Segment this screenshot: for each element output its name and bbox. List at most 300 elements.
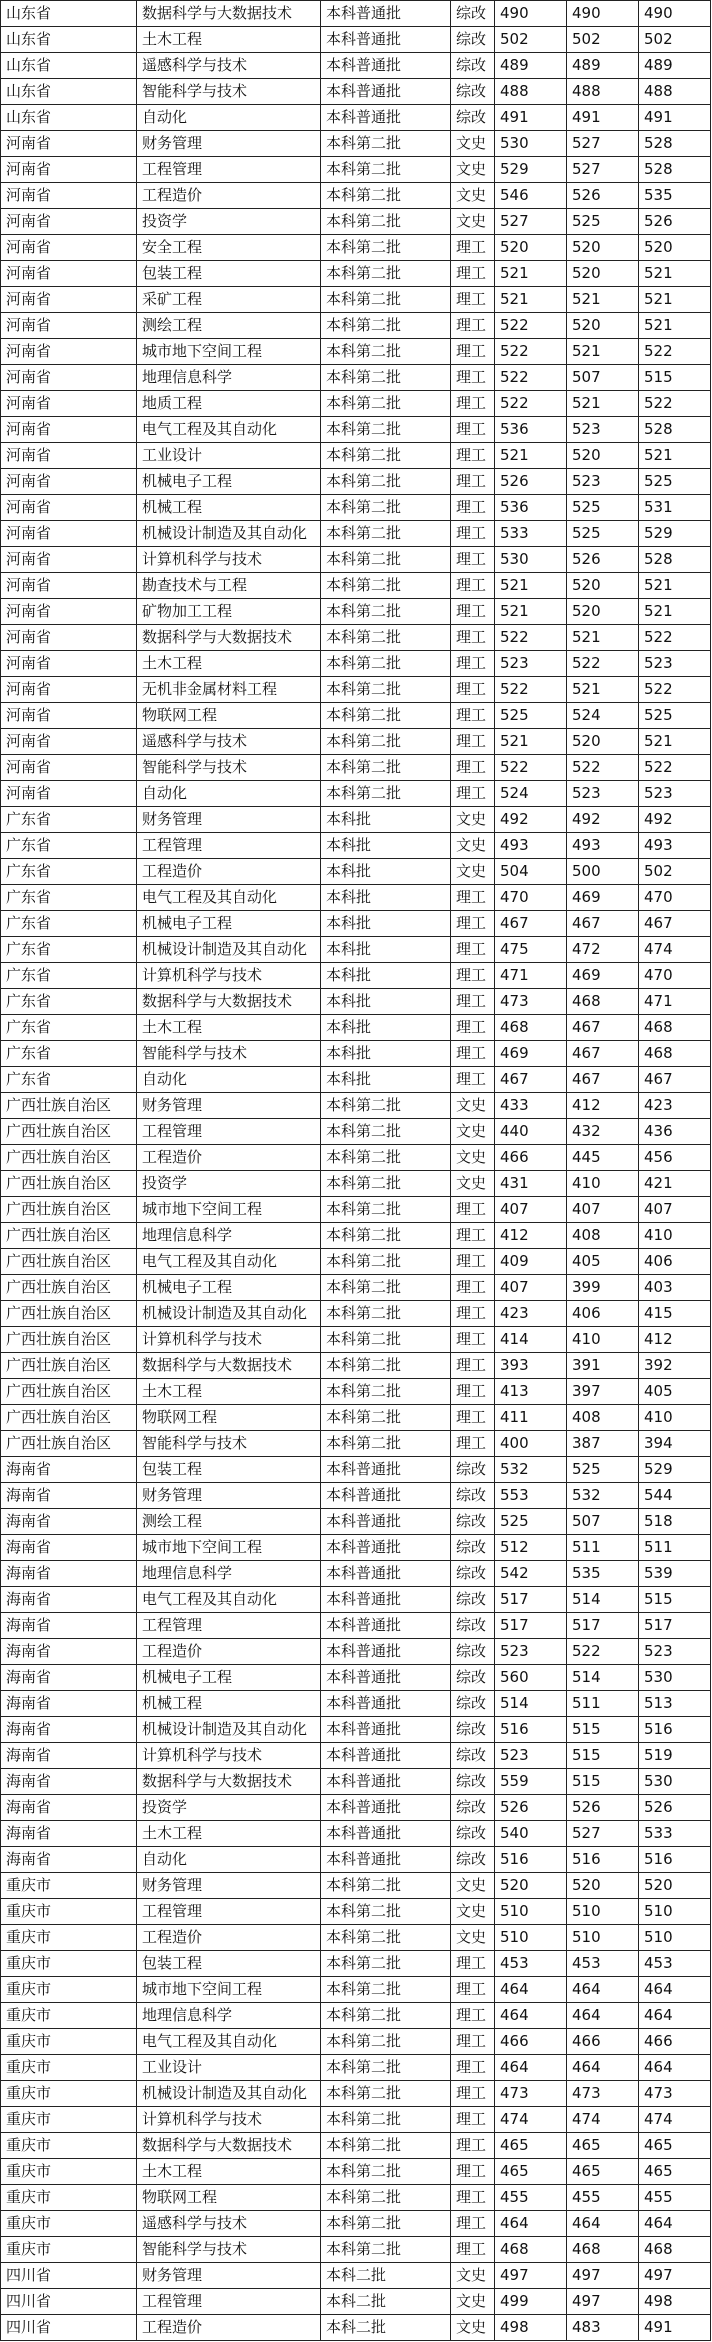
- batch-cell: 本科第二批: [321, 521, 451, 547]
- avg-score-cell: 523: [639, 651, 711, 677]
- major-cell: 包装工程: [137, 1951, 321, 1977]
- major-cell: 土木工程: [137, 2159, 321, 2185]
- batch-cell: 本科批: [321, 911, 451, 937]
- min-score-cell: 527: [567, 157, 639, 183]
- table-row: [1, 1145, 711, 1171]
- avg-score-cell: 533: [639, 1821, 711, 1847]
- avg-score-cell: 520: [639, 1873, 711, 1899]
- major-cell: 工程管理: [137, 833, 321, 859]
- max-score-cell: 464: [495, 2211, 567, 2237]
- min-score-cell: 516: [567, 1847, 639, 1873]
- subject-type-cell: 理工: [451, 677, 495, 703]
- major-cell: 电气工程及其自动化: [137, 1249, 321, 1275]
- max-score-cell: 546: [495, 183, 567, 209]
- table-row: [1, 807, 711, 833]
- major-cell: 地理信息科学: [137, 2003, 321, 2029]
- min-score-cell: 500: [567, 859, 639, 885]
- avg-score-cell: 465: [639, 2133, 711, 2159]
- province-cell: 河南省: [1, 573, 137, 599]
- table-row: [1, 2003, 711, 2029]
- batch-cell: 本科第二批: [321, 1353, 451, 1379]
- max-score-cell: 491: [495, 105, 567, 131]
- max-score-cell: 465: [495, 2159, 567, 2185]
- avg-score-cell: 535: [639, 183, 711, 209]
- batch-cell: 本科第二批: [321, 2237, 451, 2263]
- avg-score-cell: 528: [639, 157, 711, 183]
- min-score-cell: 514: [567, 1665, 639, 1691]
- batch-cell: 本科第二批: [321, 2055, 451, 2081]
- subject-type-cell: 综改: [451, 1743, 495, 1769]
- min-score-cell: 464: [567, 2003, 639, 2029]
- table-row: [1, 469, 711, 495]
- subject-type-cell: 文史: [451, 807, 495, 833]
- max-score-cell: 467: [495, 911, 567, 937]
- major-cell: 工程管理: [137, 157, 321, 183]
- max-score-cell: 471: [495, 963, 567, 989]
- major-cell: 财务管理: [137, 1873, 321, 1899]
- batch-cell: 本科第二批: [321, 2081, 451, 2107]
- min-score-cell: 387: [567, 1431, 639, 1457]
- min-score-cell: 468: [567, 2237, 639, 2263]
- major-cell: 自动化: [137, 781, 321, 807]
- min-score-cell: 521: [567, 391, 639, 417]
- avg-score-cell: 498: [639, 2289, 711, 2315]
- major-cell: 智能科学与技术: [137, 2237, 321, 2263]
- major-cell: 机械电子工程: [137, 1665, 321, 1691]
- min-score-cell: 520: [567, 443, 639, 469]
- major-cell: 机械设计制造及其自动化: [137, 521, 321, 547]
- max-score-cell: 400: [495, 1431, 567, 1457]
- province-cell: 广西壮族自治区: [1, 1405, 137, 1431]
- batch-cell: 本科第二批: [321, 495, 451, 521]
- province-cell: 广西壮族自治区: [1, 1301, 137, 1327]
- subject-type-cell: 文史: [451, 833, 495, 859]
- avg-score-cell: 410: [639, 1223, 711, 1249]
- max-score-cell: 431: [495, 1171, 567, 1197]
- avg-score-cell: 521: [639, 443, 711, 469]
- major-cell: 计算机科学与技术: [137, 2107, 321, 2133]
- province-cell: 河南省: [1, 651, 137, 677]
- major-cell: 机械设计制造及其自动化: [137, 1301, 321, 1327]
- batch-cell: 本科第二批: [321, 547, 451, 573]
- table-row: [1, 2315, 711, 2341]
- province-cell: 海南省: [1, 1483, 137, 1509]
- province-cell: 海南省: [1, 1457, 137, 1483]
- max-score-cell: 411: [495, 1405, 567, 1431]
- province-cell: 河南省: [1, 443, 137, 469]
- subject-type-cell: 综改: [451, 1535, 495, 1561]
- min-score-cell: 468: [567, 989, 639, 1015]
- major-cell: 遥感科学与技术: [137, 53, 321, 79]
- avg-score-cell: 521: [639, 599, 711, 625]
- max-score-cell: 525: [495, 703, 567, 729]
- min-score-cell: 517: [567, 1613, 639, 1639]
- province-cell: 四川省: [1, 2263, 137, 2289]
- subject-type-cell: 文史: [451, 2263, 495, 2289]
- table-row: [1, 963, 711, 989]
- subject-type-cell: 理工: [451, 1431, 495, 1457]
- subject-type-cell: 理工: [451, 1275, 495, 1301]
- province-cell: 重庆市: [1, 2133, 137, 2159]
- province-cell: 海南省: [1, 1665, 137, 1691]
- province-cell: 河南省: [1, 729, 137, 755]
- batch-cell: 本科普通批: [321, 1769, 451, 1795]
- batch-cell: 本科普通批: [321, 1743, 451, 1769]
- major-cell: 城市地下空间工程: [137, 1197, 321, 1223]
- table-row: [1, 859, 711, 885]
- max-score-cell: 529: [495, 157, 567, 183]
- table-row: [1, 1509, 711, 1535]
- subject-type-cell: 理工: [451, 1197, 495, 1223]
- batch-cell: 本科第二批: [321, 131, 451, 157]
- table-row: [1, 521, 711, 547]
- max-score-cell: 522: [495, 755, 567, 781]
- major-cell: 土木工程: [137, 27, 321, 53]
- subject-type-cell: 理工: [451, 2081, 495, 2107]
- max-score-cell: 533: [495, 521, 567, 547]
- avg-score-cell: 528: [639, 417, 711, 443]
- subject-type-cell: 文史: [451, 2315, 495, 2341]
- max-score-cell: 536: [495, 495, 567, 521]
- table-row: [1, 2211, 711, 2237]
- table-row: [1, 1587, 711, 1613]
- max-score-cell: 521: [495, 599, 567, 625]
- subject-type-cell: 理工: [451, 1223, 495, 1249]
- subject-type-cell: 文史: [451, 1119, 495, 1145]
- major-cell: 财务管理: [137, 1093, 321, 1119]
- subject-type-cell: 理工: [451, 443, 495, 469]
- table-row: [1, 1353, 711, 1379]
- major-cell: 自动化: [137, 1067, 321, 1093]
- batch-cell: 本科第二批: [321, 599, 451, 625]
- province-cell: 重庆市: [1, 2185, 137, 2211]
- province-cell: 广东省: [1, 885, 137, 911]
- batch-cell: 本科第二批: [321, 1899, 451, 1925]
- min-score-cell: 410: [567, 1171, 639, 1197]
- min-score-cell: 497: [567, 2263, 639, 2289]
- min-score-cell: 391: [567, 1353, 639, 1379]
- table-row: [1, 2289, 711, 2315]
- avg-score-cell: 525: [639, 703, 711, 729]
- min-score-cell: 511: [567, 1535, 639, 1561]
- subject-type-cell: 理工: [451, 963, 495, 989]
- subject-type-cell: 综改: [451, 1561, 495, 1587]
- major-cell: 机械设计制造及其自动化: [137, 1717, 321, 1743]
- avg-score-cell: 502: [639, 27, 711, 53]
- table-row: [1, 2159, 711, 2185]
- province-cell: 山东省: [1, 79, 137, 105]
- max-score-cell: 466: [495, 2029, 567, 2055]
- subject-type-cell: 理工: [451, 391, 495, 417]
- min-score-cell: 525: [567, 521, 639, 547]
- min-score-cell: 510: [567, 1899, 639, 1925]
- subject-type-cell: 文史: [451, 183, 495, 209]
- avg-score-cell: 455: [639, 2185, 711, 2211]
- min-score-cell: 522: [567, 1639, 639, 1665]
- table-row: [1, 1847, 711, 1873]
- avg-score-cell: 525: [639, 469, 711, 495]
- major-cell: 智能科学与技术: [137, 1431, 321, 1457]
- min-score-cell: 445: [567, 1145, 639, 1171]
- max-score-cell: 466: [495, 1145, 567, 1171]
- batch-cell: 本科第二批: [321, 443, 451, 469]
- subject-type-cell: 综改: [451, 1639, 495, 1665]
- max-score-cell: 516: [495, 1717, 567, 1743]
- batch-cell: 本科第二批: [321, 1873, 451, 1899]
- table-row: [1, 547, 711, 573]
- avg-score-cell: 522: [639, 391, 711, 417]
- min-score-cell: 453: [567, 1951, 639, 1977]
- subject-type-cell: 理工: [451, 2107, 495, 2133]
- major-cell: 财务管理: [137, 1483, 321, 1509]
- table-row: [1, 1093, 711, 1119]
- min-score-cell: 467: [567, 911, 639, 937]
- batch-cell: 本科普通批: [321, 1847, 451, 1873]
- province-cell: 广西壮族自治区: [1, 1327, 137, 1353]
- province-cell: 广东省: [1, 1015, 137, 1041]
- min-score-cell: 522: [567, 651, 639, 677]
- min-score-cell: 520: [567, 1873, 639, 1899]
- batch-cell: 本科批: [321, 807, 451, 833]
- subject-type-cell: 文史: [451, 209, 495, 235]
- table-row: [1, 677, 711, 703]
- subject-type-cell: 理工: [451, 989, 495, 1015]
- batch-cell: 本科第二批: [321, 2107, 451, 2133]
- batch-cell: 本科第二批: [321, 235, 451, 261]
- province-cell: 河南省: [1, 677, 137, 703]
- batch-cell: 本科第二批: [321, 1301, 451, 1327]
- max-score-cell: 468: [495, 1015, 567, 1041]
- major-cell: 数据科学与大数据技术: [137, 1353, 321, 1379]
- max-score-cell: 407: [495, 1275, 567, 1301]
- avg-score-cell: 471: [639, 989, 711, 1015]
- province-cell: 重庆市: [1, 2003, 137, 2029]
- province-cell: 海南省: [1, 1561, 137, 1587]
- province-cell: 广西壮族自治区: [1, 1171, 137, 1197]
- max-score-cell: 504: [495, 859, 567, 885]
- batch-cell: 本科第二批: [321, 1327, 451, 1353]
- max-score-cell: 522: [495, 313, 567, 339]
- avg-score-cell: 466: [639, 2029, 711, 2055]
- table-row: [1, 1951, 711, 1977]
- major-cell: 机械电子工程: [137, 911, 321, 937]
- major-cell: 机械电子工程: [137, 469, 321, 495]
- subject-type-cell: 文史: [451, 1093, 495, 1119]
- province-cell: 山东省: [1, 105, 137, 131]
- min-score-cell: 467: [567, 1015, 639, 1041]
- province-cell: 河南省: [1, 365, 137, 391]
- province-cell: 海南省: [1, 1639, 137, 1665]
- table-row: [1, 1483, 711, 1509]
- max-score-cell: 560: [495, 1665, 567, 1691]
- province-cell: 海南省: [1, 1717, 137, 1743]
- min-score-cell: 520: [567, 235, 639, 261]
- max-score-cell: 523: [495, 651, 567, 677]
- min-score-cell: 491: [567, 105, 639, 131]
- table-row: [1, 2237, 711, 2263]
- subject-type-cell: 理工: [451, 2237, 495, 2263]
- min-score-cell: 497: [567, 2289, 639, 2315]
- table-row: [1, 1795, 711, 1821]
- min-score-cell: 502: [567, 27, 639, 53]
- batch-cell: 本科批: [321, 937, 451, 963]
- min-score-cell: 407: [567, 1197, 639, 1223]
- avg-score-cell: 521: [639, 261, 711, 287]
- avg-score-cell: 464: [639, 2003, 711, 2029]
- avg-score-cell: 405: [639, 1379, 711, 1405]
- min-score-cell: 467: [567, 1067, 639, 1093]
- avg-score-cell: 521: [639, 729, 711, 755]
- max-score-cell: 532: [495, 1457, 567, 1483]
- major-cell: 包装工程: [137, 1457, 321, 1483]
- min-score-cell: 520: [567, 573, 639, 599]
- avg-score-cell: 474: [639, 937, 711, 963]
- major-cell: 机械电子工程: [137, 1275, 321, 1301]
- major-cell: 机械工程: [137, 1691, 321, 1717]
- subject-type-cell: 理工: [451, 781, 495, 807]
- subject-type-cell: 文史: [451, 1925, 495, 1951]
- max-score-cell: 499: [495, 2289, 567, 2315]
- major-cell: 工程造价: [137, 1925, 321, 1951]
- min-score-cell: 523: [567, 469, 639, 495]
- min-score-cell: 405: [567, 1249, 639, 1275]
- batch-cell: 本科第二批: [321, 1431, 451, 1457]
- avg-score-cell: 488: [639, 79, 711, 105]
- subject-type-cell: 文史: [451, 1873, 495, 1899]
- subject-type-cell: 理工: [451, 2055, 495, 2081]
- batch-cell: 本科第二批: [321, 573, 451, 599]
- max-score-cell: 521: [495, 443, 567, 469]
- province-cell: 河南省: [1, 625, 137, 651]
- batch-cell: 本科二批: [321, 2289, 451, 2315]
- avg-score-cell: 406: [639, 1249, 711, 1275]
- major-cell: 工业设计: [137, 2055, 321, 2081]
- min-score-cell: 526: [567, 1795, 639, 1821]
- max-score-cell: 510: [495, 1925, 567, 1951]
- avg-score-cell: 473: [639, 2081, 711, 2107]
- table-row: [1, 1431, 711, 1457]
- max-score-cell: 536: [495, 417, 567, 443]
- avg-score-cell: 470: [639, 885, 711, 911]
- subject-type-cell: 综改: [451, 53, 495, 79]
- avg-score-cell: 412: [639, 1327, 711, 1353]
- subject-type-cell: 理工: [451, 261, 495, 287]
- province-cell: 河南省: [1, 521, 137, 547]
- max-score-cell: 497: [495, 2263, 567, 2289]
- subject-type-cell: 文史: [451, 157, 495, 183]
- major-cell: 工程管理: [137, 1899, 321, 1925]
- province-cell: 广东省: [1, 807, 137, 833]
- avg-score-cell: 526: [639, 209, 711, 235]
- max-score-cell: 559: [495, 1769, 567, 1795]
- subject-type-cell: 综改: [451, 27, 495, 53]
- major-cell: 工程管理: [137, 1613, 321, 1639]
- max-score-cell: 522: [495, 365, 567, 391]
- subject-type-cell: 综改: [451, 1587, 495, 1613]
- max-score-cell: 414: [495, 1327, 567, 1353]
- max-score-cell: 516: [495, 1847, 567, 1873]
- batch-cell: 本科普通批: [321, 1717, 451, 1743]
- table-row: [1, 495, 711, 521]
- province-cell: 海南省: [1, 1769, 137, 1795]
- subject-type-cell: 综改: [451, 105, 495, 131]
- min-score-cell: 521: [567, 625, 639, 651]
- subject-type-cell: 理工: [451, 339, 495, 365]
- province-cell: 广西壮族自治区: [1, 1145, 137, 1171]
- max-score-cell: 553: [495, 1483, 567, 1509]
- avg-score-cell: 515: [639, 365, 711, 391]
- min-score-cell: 525: [567, 495, 639, 521]
- min-score-cell: 464: [567, 2211, 639, 2237]
- min-score-cell: 466: [567, 2029, 639, 2055]
- max-score-cell: 423: [495, 1301, 567, 1327]
- min-score-cell: 515: [567, 1743, 639, 1769]
- min-score-cell: 399: [567, 1275, 639, 1301]
- province-cell: 重庆市: [1, 1899, 137, 1925]
- batch-cell: 本科批: [321, 1067, 451, 1093]
- table-row: [1, 1119, 711, 1145]
- major-cell: 电气工程及其自动化: [137, 417, 321, 443]
- table-row: [1, 1873, 711, 1899]
- min-score-cell: 521: [567, 287, 639, 313]
- max-score-cell: 473: [495, 2081, 567, 2107]
- min-score-cell: 408: [567, 1405, 639, 1431]
- batch-cell: 本科普通批: [321, 1509, 451, 1535]
- batch-cell: 本科普通批: [321, 53, 451, 79]
- max-score-cell: 469: [495, 1041, 567, 1067]
- batch-cell: 本科第二批: [321, 1951, 451, 1977]
- batch-cell: 本科普通批: [321, 1483, 451, 1509]
- avg-score-cell: 464: [639, 2055, 711, 2081]
- max-score-cell: 522: [495, 625, 567, 651]
- batch-cell: 本科批: [321, 963, 451, 989]
- major-cell: 投资学: [137, 209, 321, 235]
- province-cell: 河南省: [1, 495, 137, 521]
- province-cell: 重庆市: [1, 2081, 137, 2107]
- avg-score-cell: 464: [639, 2211, 711, 2237]
- major-cell: 勘查技术与工程: [137, 573, 321, 599]
- subject-type-cell: 综改: [451, 1691, 495, 1717]
- table-row: [1, 365, 711, 391]
- min-score-cell: 520: [567, 313, 639, 339]
- major-cell: 计算机科学与技术: [137, 1743, 321, 1769]
- table-row: [1, 235, 711, 261]
- avg-score-cell: 497: [639, 2263, 711, 2289]
- province-cell: 重庆市: [1, 2055, 137, 2081]
- table-row: [1, 911, 711, 937]
- avg-score-cell: 491: [639, 2315, 711, 2341]
- province-cell: 山东省: [1, 53, 137, 79]
- province-cell: 河南省: [1, 599, 137, 625]
- major-cell: 数据科学与大数据技术: [137, 2133, 321, 2159]
- avg-score-cell: 492: [639, 807, 711, 833]
- table-row: [1, 885, 711, 911]
- batch-cell: 本科第二批: [321, 1249, 451, 1275]
- subject-type-cell: 文史: [451, 1171, 495, 1197]
- province-cell: 河南省: [1, 183, 137, 209]
- max-score-cell: 510: [495, 1899, 567, 1925]
- batch-cell: 本科第二批: [321, 677, 451, 703]
- avg-score-cell: 423: [639, 1093, 711, 1119]
- subject-type-cell: 综改: [451, 1457, 495, 1483]
- major-cell: 城市地下空间工程: [137, 1535, 321, 1561]
- avg-score-cell: 515: [639, 1587, 711, 1613]
- min-score-cell: 397: [567, 1379, 639, 1405]
- province-cell: 海南省: [1, 1587, 137, 1613]
- province-cell: 河南省: [1, 157, 137, 183]
- province-cell: 重庆市: [1, 1873, 137, 1899]
- major-cell: 财务管理: [137, 807, 321, 833]
